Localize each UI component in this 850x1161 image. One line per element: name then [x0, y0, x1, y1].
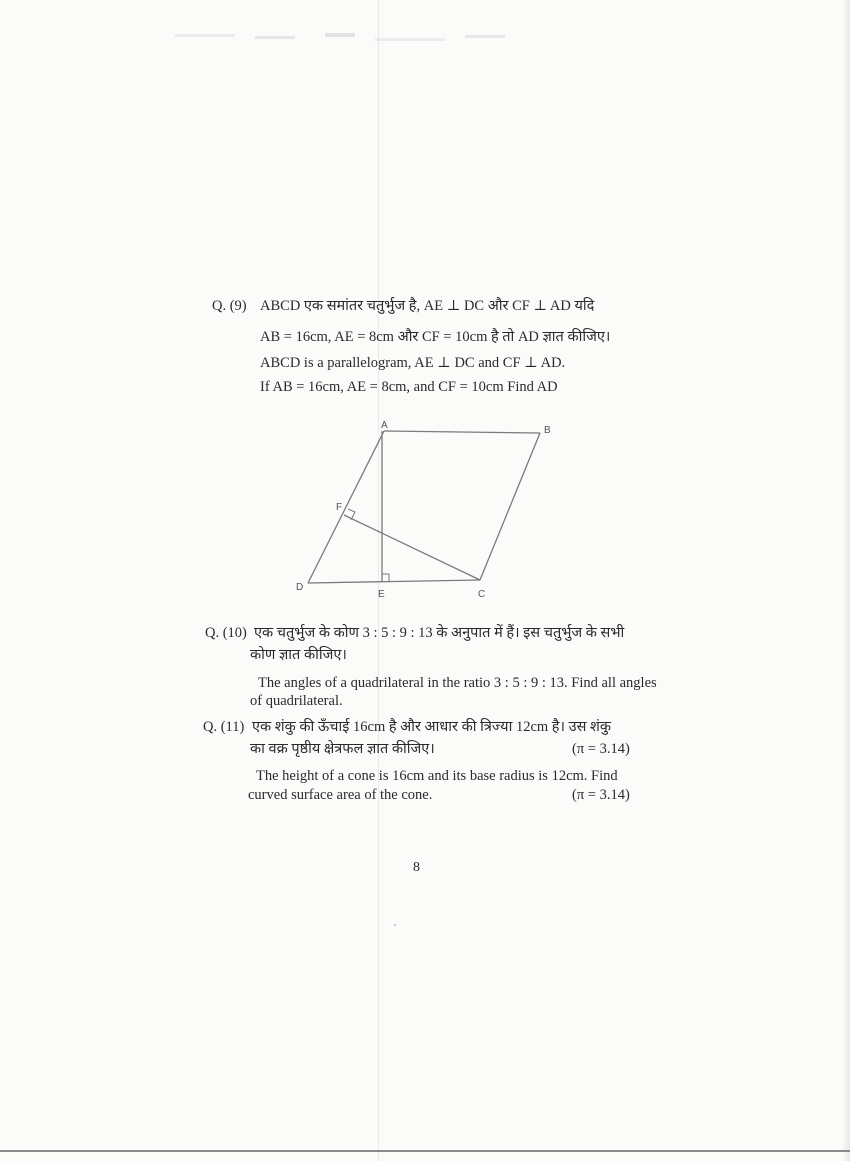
vertex-label-d: D	[296, 582, 304, 593]
question-10-number: Q. (10)	[205, 625, 247, 641]
vertex-label-c: C	[478, 589, 486, 600]
side-bc	[480, 433, 540, 580]
question-11-hindi-pi-value: (π = 3.14)	[572, 741, 630, 757]
question-9-english-line-2: If AB = 16cm, AE = 8cm, and CF = 10cm Find AD	[260, 379, 558, 395]
question-11-number: Q. (11)	[203, 719, 245, 735]
scan-edge-shadow	[842, 0, 850, 1161]
parallelogram-figure	[290, 420, 580, 605]
altitude-cf	[344, 515, 480, 580]
side-ab	[384, 431, 540, 433]
question-9-english-line-1: ABCD is a parallelogram, AE ⊥ DC and CF ⊥ AD.	[260, 355, 566, 371]
vertex-label-f: F	[336, 502, 343, 513]
side-cd	[308, 580, 480, 583]
right-angle-mark-f	[348, 509, 355, 520]
scan-bottom-edge	[0, 1150, 850, 1152]
question-9-hindi-line-1: ABCD एक समांतर चतुर्भुज है, AE ⊥ DC और CF ⊥ AD यदि	[260, 298, 595, 314]
page-number: 8	[413, 860, 420, 875]
question-11-hindi-line-2: का वक्र पृष्ठीय क्षेत्रफल ज्ञात कीजिए।	[250, 741, 435, 757]
question-11-english-line-1: The height of a cone is 16cm and its base radius is 12cm. Find	[256, 768, 618, 784]
vertex-label-a: A	[381, 420, 388, 431]
question-10-hindi-line-2: कोण ज्ञात कीजिए।	[250, 647, 347, 663]
question-10-english-line-2: of quadrilateral.	[250, 693, 343, 709]
scan-speck	[394, 924, 396, 926]
question-10-hindi-line-1: एक चतुर्भुज के कोण 3 : 5 : 9 : 13 के अनुपात में हैं। इस चतुर्भुज के सभी	[254, 625, 625, 641]
question-9-number: Q. (9)	[212, 298, 247, 314]
side-da	[308, 431, 384, 583]
faint-bleedthrough-header	[175, 28, 515, 52]
vertex-label-e: E	[378, 589, 385, 600]
question-10-english-line-1: The angles of a quadrilateral in the ratio 3 : 5 : 9 : 13. Find all angles	[258, 675, 657, 691]
vertex-label-b: B	[544, 425, 551, 436]
question-11-english-pi-value: (π = 3.14)	[572, 787, 630, 803]
right-angle-mark-e	[382, 574, 389, 582]
question-11-hindi-line-1: एक शंकु की ऊँचाई 16cm है और आधार की त्रिज्या 12cm है। उस शंकु	[252, 719, 611, 735]
question-9-hindi-line-2: AB = 16cm, AE = 8cm और CF = 10cm है तो AD ज्ञात कीजिए।	[260, 329, 611, 345]
question-11-english-line-2: curved surface area of the cone.	[248, 787, 433, 803]
